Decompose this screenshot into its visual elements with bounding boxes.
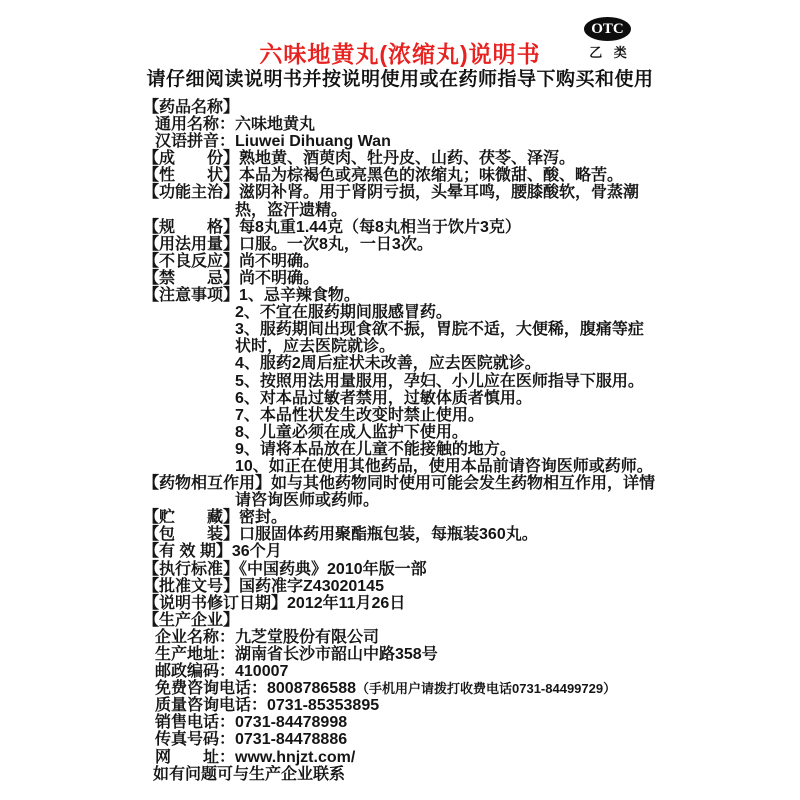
- section-row: [143, 561, 659, 578]
- otc-class-label: 乙 类: [589, 45, 631, 60]
- section-row: [143, 219, 659, 236]
- leaflet-body: [143, 99, 659, 783]
- section-text: 36个月: [231, 543, 282, 561]
- section-label: 【性 状】: [143, 167, 240, 185]
- section-label: 【有 效 期】: [143, 543, 232, 561]
- section-label: 【禁 忌】: [143, 269, 240, 287]
- precaution-item: 3、服药期间出现食欲不振，胃脘不适，大便稀，腹痛等症状时，应去医院就诊。: [235, 321, 644, 356]
- section-row: [143, 99, 659, 116]
- detail-line: 企业名称：九芝堂股份有限公司: [155, 628, 380, 646]
- section-label: 【注意事项】: [143, 287, 240, 305]
- precaution-item: 6、对本品过敏者禁用，过敏体质者慎用。: [235, 389, 532, 407]
- detail-line: 生产地址：湖南省长沙市韶山中路358号: [155, 646, 438, 663]
- section-row: [143, 612, 659, 629]
- precaution-item: 7、本品性状发生改变时禁止使用。: [235, 406, 484, 424]
- section-row: [143, 150, 659, 167]
- section-text: 每8丸重1.44克（每8丸相当于饮片3克）: [239, 218, 521, 236]
- section-text: 如与其他药物同时使用可能会发生药物相互作用，详情请咨询医师或药师。: [235, 475, 656, 510]
- section-text: 1、忌辛辣食物。: [239, 287, 360, 305]
- section-row: [143, 184, 659, 218]
- section-row: [143, 543, 659, 560]
- section-row: [143, 270, 659, 287]
- precaution-item: 5、按照用法用量服用，孕妇、小儿应在医师指导下服用。: [235, 372, 644, 390]
- section-text: 尚不明确。: [239, 252, 320, 270]
- section-row: [143, 526, 659, 543]
- section-label: 【执行标准】: [143, 560, 240, 578]
- section-label: 【生产企业】: [143, 611, 240, 629]
- page-title: 六味地黄丸(浓缩丸)说明书: [259, 41, 541, 67]
- section-row: [143, 578, 659, 595]
- detail-line: 销售电话：0731-84478998: [155, 714, 348, 732]
- section-text: 口服。一次8丸，一日3次。: [239, 235, 433, 253]
- section-label: 【功能主治】: [143, 184, 240, 202]
- detail-line: 汉语拼音：Liuwei Dihuang Wan: [155, 133, 391, 151]
- usage-notice: 请仔细阅读说明书并按说明使用或在药师指导下购买和使用: [146, 69, 654, 90]
- section-text: 密封。: [239, 509, 288, 527]
- section-row: [143, 475, 659, 509]
- otc-oval-icon: OTC: [584, 17, 631, 41]
- section-label: 【成 份】: [143, 150, 240, 168]
- section-label: 【说明书修订日期】: [143, 594, 288, 612]
- section-text: 2012年11月26日: [287, 594, 406, 612]
- section-label: 【药品名称】: [143, 99, 240, 116]
- section-text: 熟地黄、酒萸肉、牡丹皮、山药、茯苓、泽泻。: [239, 150, 576, 168]
- section-row: [143, 509, 659, 526]
- section-label: 【不良反应】: [143, 252, 240, 270]
- section-row: [143, 595, 659, 612]
- precaution-item: 8、儿童必须在成人监护下使用。: [235, 423, 468, 441]
- detail-line: 免费咨询电话：8008786588（手机用户请拨打收费电话0731-84499729）: [155, 680, 617, 698]
- section-label: 【用法用量】: [143, 235, 240, 253]
- section-text: 本品为棕褐色或亮黑色的浓缩丸；味微甜、酸、略苦。: [239, 167, 624, 185]
- phone-note: （手机用户请拨打收费电话0731-84499729）: [356, 681, 617, 697]
- section-text: 口服固体药用聚酯瓶包装，每瓶装360丸。: [239, 526, 538, 544]
- detail-line: 传真号码：0731-84478886: [155, 731, 348, 749]
- detail-line: 邮政编码：410007: [155, 663, 289, 681]
- contact-note: 如有问题可与生产企业联系: [153, 765, 346, 783]
- detail-line: 通用名称：六味地黄丸: [155, 116, 316, 134]
- section-text: 国药准字Z43020145: [239, 577, 384, 595]
- section-row: [143, 253, 659, 270]
- section-row: [143, 236, 659, 253]
- section-text: 《中国药典》2010年版一部: [239, 560, 427, 578]
- precaution-item: 10、如正在使用其他药品，使用本品前请咨询医师或药师。: [235, 457, 653, 475]
- section-text: 滋阴补肾。用于肾阴亏损，头晕耳鸣，腰膝酸软，骨蒸潮热，盗汗遗精。: [235, 184, 640, 219]
- section-label: 【包 装】: [143, 526, 240, 544]
- precaution-item: 9、请将本品放在儿童不能接触的地方。: [235, 440, 516, 458]
- section-label: 【贮 藏】: [143, 509, 240, 527]
- section-label: 【药物相互作用】: [143, 475, 272, 493]
- section-label: 【批准文号】: [143, 577, 240, 595]
- detail-line: 网 址：www.hnjzt.com/: [155, 748, 356, 766]
- precaution-item: 2、不宜在服药期间服感冒药。: [235, 304, 452, 322]
- section-label: 【规 格】: [143, 218, 240, 236]
- detail-line: 质量咨询电话：0731-85353895: [155, 697, 380, 715]
- section-row: [143, 167, 659, 184]
- precaution-item: 4、服药2周后症状未改善，应去医院就诊。: [235, 355, 541, 373]
- section-text: 尚不明确。: [239, 269, 320, 287]
- section-row: [143, 287, 659, 304]
